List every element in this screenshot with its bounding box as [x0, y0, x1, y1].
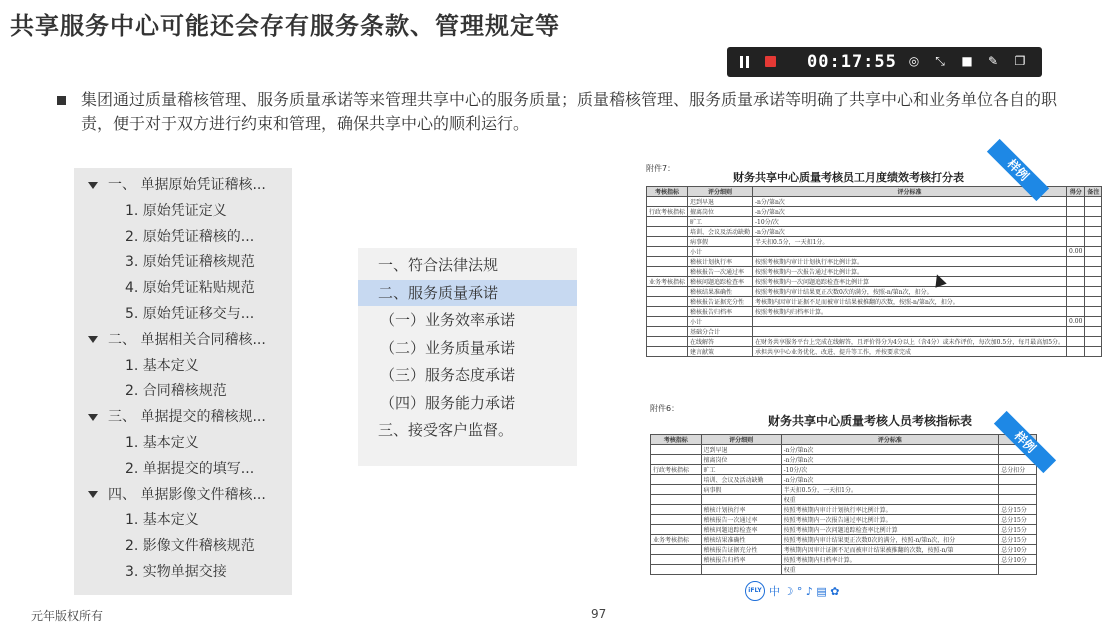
tree-item-label: 3. 原始凭证稽核规范	[125, 254, 255, 271]
table-cell	[1067, 207, 1085, 217]
tree-child-item[interactable]	[125, 509, 199, 531]
table-cell	[647, 197, 688, 207]
table-row	[651, 495, 1037, 505]
bullet-marker	[57, 96, 66, 105]
tree-item-label: 1. 基本定义	[125, 512, 199, 529]
camera-icon[interactable]: ■	[961, 54, 973, 68]
table-cell	[647, 237, 688, 247]
table-cell	[647, 317, 688, 327]
table-cell: 总分15分	[999, 535, 1037, 545]
table-header-row	[651, 435, 1037, 445]
table-cell: 稽核问题追踪检查率	[701, 525, 781, 535]
table-row	[647, 227, 1102, 237]
table-cell	[647, 327, 688, 337]
table-cell	[1085, 327, 1102, 337]
table-cell: 权重	[781, 495, 999, 505]
table-cell	[651, 565, 702, 575]
table-cell	[647, 287, 688, 297]
table-cell: 总分15分	[999, 525, 1037, 535]
table-cell	[1067, 297, 1085, 307]
table-cell	[647, 347, 688, 357]
table-row	[647, 337, 1102, 347]
table-cell	[651, 515, 702, 525]
table-cell: 0.00	[1067, 247, 1085, 257]
table-cell: 在线解答	[688, 337, 753, 347]
table-cell: 培训、会议及活动缺勤	[701, 475, 781, 485]
table-cell: 按照考核期内一次问题追踪检查率比例计算	[753, 277, 1067, 287]
column-header: 评分标准	[781, 435, 999, 445]
table-cell	[1067, 327, 1085, 337]
tree-child-item[interactable]	[125, 561, 227, 583]
table-cell	[1085, 237, 1102, 247]
ifly-toolbar-icons[interactable]: 中 ☽ ° ♪ ▤ ✿	[769, 585, 840, 598]
table-cell: 0.00	[1067, 317, 1085, 327]
table-row	[647, 317, 1102, 327]
tree-child-item[interactable]	[125, 303, 254, 325]
table-cell	[1085, 207, 1102, 217]
tree-item-label: 5. 原始凭证移交与...	[125, 306, 255, 322]
table-cell	[1067, 347, 1085, 357]
table-cell	[651, 505, 702, 515]
pen-icon[interactable]: ✎	[987, 54, 999, 68]
bullet-text: 集团通过质量稽核管理、服务质量承诺等来管理共享中心的服务质量；质量稽核管理、服务质量承诺等明确了共享中心和业务单位各自的职责，便于对于双方进行约束和管理，确保共享中心的顺利运行。	[81, 90, 1058, 133]
table-cell: 稽核报告归档率	[688, 307, 753, 317]
table-cell: 业务考核指标	[647, 277, 688, 287]
assessment-table	[646, 186, 1102, 357]
tree-child-item[interactable]	[125, 200, 227, 222]
table-cell: 按照考核期内审计计划执行率比例计算。	[781, 505, 999, 515]
table-row	[651, 475, 1037, 485]
document-title: 财务共享中心质量考核人员考核指标表	[768, 414, 973, 428]
tree-item-label: 3. 实物单据交接	[125, 564, 227, 580]
table-cell	[1067, 237, 1085, 247]
shrink-icon[interactable]: ⤡	[935, 54, 945, 68]
outline-item-label: 三、接受客户监督。	[378, 421, 514, 439]
table-cell: 总分15分	[999, 515, 1037, 525]
outline-item[interactable]	[358, 417, 577, 443]
outline-item[interactable]	[358, 307, 577, 333]
table-cell: 考核期内因审计证据不足而被审计结果被推翻的次数，按照-n/第	[781, 545, 999, 555]
table-cell: 按照考核期内归档率计算。	[781, 555, 999, 565]
column-header: 考核指标	[651, 435, 702, 445]
table-cell	[651, 475, 702, 485]
collapse-arrow-icon[interactable]	[88, 182, 98, 189]
table-row	[651, 555, 1037, 565]
table-cell: 稽核结果准确性	[688, 287, 753, 297]
table-row	[651, 455, 1037, 465]
table-row	[647, 207, 1102, 217]
column-header: 评分细则	[701, 435, 781, 445]
tree-item-label: 2. 影像文件稽核规范	[125, 538, 255, 555]
table-row	[651, 535, 1037, 545]
tree-child-item[interactable]	[125, 355, 199, 377]
table-cell: 稽核问题追踪检查率	[688, 277, 753, 287]
table-cell: -n分/第n次	[781, 445, 999, 455]
table-cell	[651, 545, 702, 555]
table-cell	[1085, 267, 1102, 277]
table-cell: 擅离岗位	[688, 207, 753, 217]
table-row	[651, 485, 1037, 495]
table-cell: 按照考核期内审计结果更正次数0次的满分，按照-n/第n次，扣分。	[753, 287, 1067, 297]
table-cell	[999, 495, 1037, 505]
table-cell: 按照考核期内审计计划执行率比例计算。	[753, 257, 1067, 267]
tree-item-label: 1. 基本定义	[125, 357, 199, 374]
outline-tree-panel	[74, 168, 292, 595]
table-cell: 考核期内因审计证据不足而被审计结果被推翻的次数，按照-n/第n次，扣分。	[753, 297, 1067, 307]
table-cell: 按照考核期内归档率计算。	[753, 307, 1067, 317]
table-cell	[647, 307, 688, 317]
tree-item-label: 1. 原始凭证定义	[125, 202, 227, 219]
tree-item-label: 2. 原始凭证稽核的...	[125, 228, 255, 245]
tree-item-label: 2. 合同稽核规范	[125, 383, 227, 400]
table-cell: 行政考核指标	[647, 207, 688, 217]
table-cell: 建言献策	[688, 347, 753, 357]
table-cell	[1085, 317, 1102, 327]
document-title: 财务共享中心质量考核员工月度绩效考核打分表	[733, 171, 964, 184]
table-cell: 在财务共享服务平台上完成在线解答，且评价得分为4分以上（含4分）或未作评价，每次加0.5分，每月最高加5分。	[753, 337, 1067, 347]
table-row	[647, 237, 1102, 247]
table-cell	[1085, 297, 1102, 307]
slide-title: 共享服务中心可能还会存有服务条款、管理规定等	[10, 12, 560, 40]
table-cell	[701, 565, 781, 575]
table-row	[651, 525, 1037, 535]
table-row	[647, 347, 1102, 357]
column-header: 得分	[1067, 187, 1085, 197]
tree-child-item[interactable]	[125, 380, 227, 402]
table-cell: -n分/第n次	[753, 197, 1067, 207]
table-cell: 擅离岗位	[701, 455, 781, 465]
tree-child-item[interactable]	[125, 226, 254, 248]
attachment-label: 附件6：	[650, 404, 680, 413]
tree-child-item[interactable]	[125, 251, 255, 273]
tree-section-item[interactable]	[88, 174, 266, 196]
copyright-footer: 元年版权所有	[31, 609, 104, 623]
tree-item-label: 四、 单据影像文件稽核...	[108, 486, 266, 503]
screen-recorder-toolbar	[727, 47, 1042, 77]
outline-item-label: （四）服务能力承诺	[380, 393, 516, 412]
outline-item-label: （二）业务质量承诺	[380, 338, 516, 357]
window-icon[interactable]: ❐	[1014, 54, 1026, 68]
collapse-arrow-icon[interactable]	[88, 491, 98, 498]
table-row	[647, 307, 1102, 317]
table-cell: 稽核计划执行率	[701, 505, 781, 515]
table-cell	[753, 327, 1067, 337]
table-cell: -n分/第n次	[753, 227, 1067, 237]
recording-timer: 00:17:55	[807, 52, 897, 72]
table-cell: -n分/第n次	[753, 207, 1067, 217]
column-header: 考核指标	[647, 187, 688, 197]
table-row	[651, 445, 1037, 455]
table-cell	[1085, 197, 1102, 207]
table-cell	[647, 217, 688, 227]
table-cell	[1067, 337, 1085, 347]
table-cell: 总分10分	[999, 545, 1037, 555]
table-cell	[1067, 287, 1085, 297]
table-row	[647, 297, 1102, 307]
table-cell	[999, 485, 1037, 495]
collapse-arrow-icon[interactable]	[88, 336, 98, 343]
table-row	[647, 267, 1102, 277]
table-cell: 半天扣0.5分，一天扣1分。	[781, 485, 999, 495]
table-cell	[999, 475, 1037, 485]
table-cell	[647, 257, 688, 267]
sample-ribbon: 样例	[994, 411, 1056, 473]
table-row	[647, 287, 1102, 297]
table-cell: 按照考核期内审计结果更正次数0次的满分，按照-n/第n次，扣分	[781, 535, 999, 545]
pause-icon[interactable]	[740, 56, 750, 68]
tree-item-label: 三、 单据提交的稽核规...	[108, 409, 266, 426]
table-row	[651, 505, 1037, 515]
table-cell: 基础分合计	[688, 327, 753, 337]
table-cell	[1085, 337, 1102, 347]
table-cell	[647, 227, 688, 237]
tree-section-item[interactable]	[88, 484, 266, 506]
table-cell	[1067, 307, 1085, 317]
tree-item-label: 一、 单据原始凭证稽核...	[108, 177, 266, 193]
page-number: 97	[591, 607, 607, 621]
table-cell	[1085, 257, 1102, 267]
table-cell: 稽核报告一次通过率	[688, 267, 753, 277]
table-row	[651, 465, 1037, 475]
table-cell: 按照考核期内一次问题追踪检查率比例计算	[781, 525, 999, 535]
table-cell: 小计	[688, 247, 753, 257]
column-header: 备注	[1085, 187, 1102, 197]
table-cell: 稽核报告证据充分性	[701, 545, 781, 555]
tree-section-item[interactable]	[88, 406, 266, 428]
outline-item-label: 一、符合法律法规	[378, 256, 499, 274]
table-cell: -10分/次	[781, 465, 999, 475]
ifly-logo-icon[interactable]: iFLY	[745, 581, 765, 601]
outline-item-label: （三）服务态度承诺	[380, 366, 516, 384]
table-cell	[647, 267, 688, 277]
attachment-label: 附件7：	[646, 164, 676, 173]
table-row	[647, 277, 1102, 287]
table-cell	[1067, 267, 1085, 277]
tree-child-item[interactable]	[125, 458, 254, 480]
tree-child-item[interactable]	[125, 535, 255, 557]
tree-child-item[interactable]	[125, 432, 199, 454]
table-cell	[647, 297, 688, 307]
table-cell: -10分/次	[753, 217, 1067, 227]
table-row	[651, 515, 1037, 525]
table-cell: 培训、会议及活动缺勤	[688, 227, 753, 237]
table-cell: 半天扣0.5分，一天扣1分。	[753, 237, 1067, 247]
table-cell	[651, 555, 702, 565]
outline-item-label: 二、服务质量承诺	[378, 283, 499, 302]
table-cell	[1067, 227, 1085, 237]
table-cell	[701, 495, 781, 505]
tree-item-label: 4. 原始凭证粘贴规范	[125, 280, 255, 297]
outline-item[interactable]	[358, 252, 577, 278]
bullet-paragraph	[57, 88, 1057, 136]
ifly-input-toolbar[interactable]	[745, 581, 897, 601]
table-cell	[753, 247, 1067, 257]
tree-child-item[interactable]	[125, 277, 255, 299]
table-cell: 稽核报告证据充分性	[688, 297, 753, 307]
table-cell: 业务考核指标	[651, 535, 702, 545]
table-cell	[1085, 347, 1102, 357]
table-cell: 按照考核期内一次报告通过率比例计算。	[781, 515, 999, 525]
table-row	[647, 247, 1102, 257]
outline-item[interactable]	[358, 362, 577, 388]
table-cell	[1085, 217, 1102, 227]
table-cell: 按照考核期内一次报告通过率比例计算。	[753, 267, 1067, 277]
table-row	[651, 545, 1037, 555]
table-cell	[1085, 307, 1102, 317]
table-cell: 病事假	[701, 485, 781, 495]
table-cell: 权重	[781, 565, 999, 575]
table-cell	[647, 247, 688, 257]
outline-list-panel	[358, 248, 577, 466]
collapse-arrow-icon[interactable]	[88, 414, 98, 421]
table-cell	[1085, 287, 1102, 297]
tree-section-item[interactable]	[88, 329, 266, 351]
table-cell: 稽核计划执行率	[688, 257, 753, 267]
table-cell: 旷工	[701, 465, 781, 475]
column-header: 评分细则	[688, 187, 753, 197]
table-row	[647, 217, 1102, 227]
screenshot-mode-icon[interactable]: ◎	[908, 54, 920, 68]
tree-item-label: 1. 基本定义	[125, 435, 199, 451]
table-row	[651, 565, 1037, 575]
outline-item-label: （一）业务效率承诺	[380, 311, 516, 329]
table-cell: 小计	[688, 317, 753, 327]
table-cell	[1067, 277, 1085, 287]
table-cell: 迟到早退	[701, 445, 781, 455]
outline-item[interactable]	[358, 280, 577, 306]
column-header: 评分标准	[753, 187, 1067, 197]
sample-ribbon: 样例	[987, 139, 1049, 201]
table-cell	[651, 525, 702, 535]
table-cell	[651, 485, 702, 495]
table-cell: 稽核结果准确性	[701, 535, 781, 545]
table-cell	[999, 565, 1037, 575]
table-cell: 稽核报告一次通过率	[701, 515, 781, 525]
table-row	[647, 257, 1102, 267]
table-cell: 病事假	[688, 237, 753, 247]
table-cell: 总分15分	[999, 505, 1037, 515]
table-cell	[1067, 197, 1085, 207]
table-cell	[1085, 247, 1102, 257]
table-cell	[753, 317, 1067, 327]
table-cell: 总分扣分	[999, 465, 1037, 475]
table-cell: -n分/第n次	[781, 475, 999, 485]
outline-item[interactable]	[358, 335, 577, 361]
table-cell	[1085, 227, 1102, 237]
table-cell: -n分/第n次	[781, 455, 999, 465]
table-cell	[651, 495, 702, 505]
table-cell: 稽核报告归档率	[701, 555, 781, 565]
stop-icon[interactable]	[765, 56, 776, 67]
indicator-table	[650, 434, 1037, 575]
table-row	[647, 327, 1102, 337]
table-cell: 旷工	[688, 217, 753, 227]
table-cell	[651, 445, 702, 455]
table-cell: 承担共享中心业务优化、改进、提升等工作，并按要求完成	[753, 347, 1067, 357]
table-cell: 行政考核指标	[651, 465, 702, 475]
table-cell	[1067, 217, 1085, 227]
table-cell	[1067, 257, 1085, 267]
tree-item-label: 2. 单据提交的填写...	[125, 460, 255, 477]
table-cell: 迟到早退	[688, 197, 753, 207]
document-image-assessment-form	[643, 155, 1100, 373]
table-cell	[1085, 277, 1102, 287]
outline-item[interactable]	[358, 390, 577, 416]
table-cell: 总分10分	[999, 555, 1037, 565]
table-cell	[647, 337, 688, 347]
tree-item-label: 二、 单据相关合同稽核...	[108, 331, 266, 348]
table-cell	[651, 455, 702, 465]
